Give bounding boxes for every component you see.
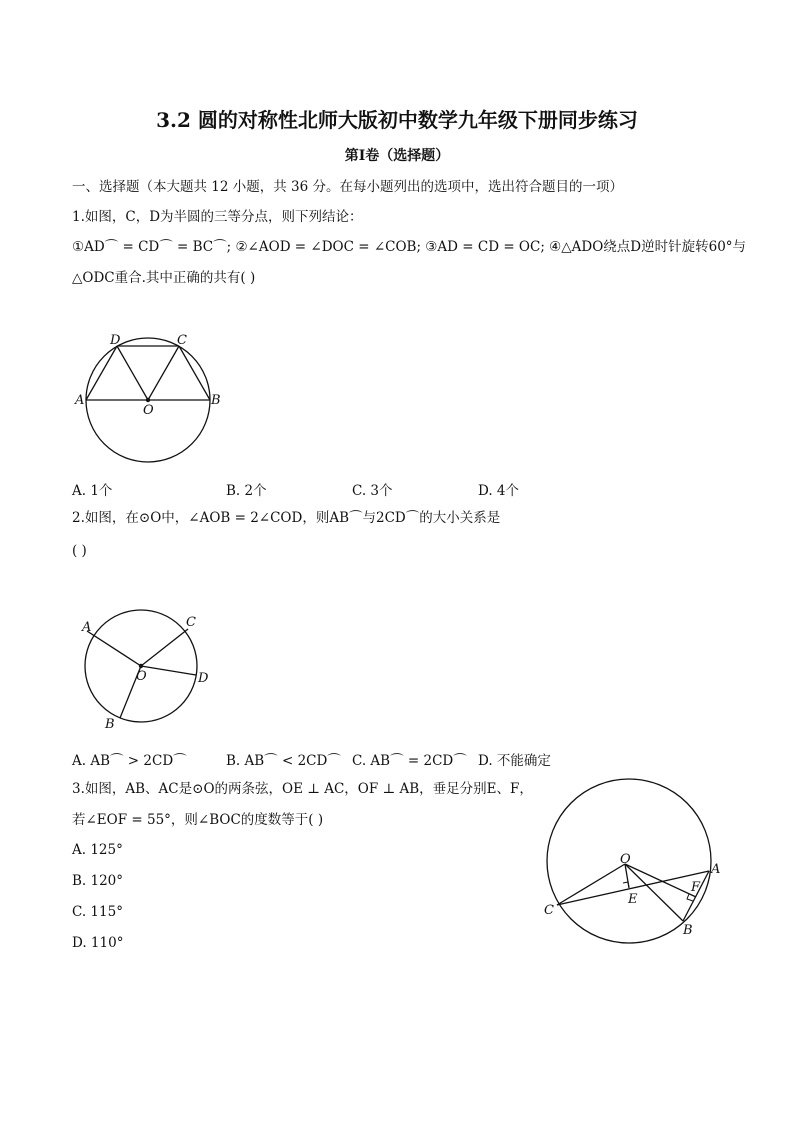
q1-label-a: A (75, 393, 85, 408)
q3-figure (540, 775, 730, 955)
q1-radius-oc (148, 346, 179, 400)
q1-option-d: D. 4个 (478, 483, 520, 499)
q3-option-a: A. 125° (72, 842, 123, 858)
q2-radius-oc (141, 629, 188, 666)
q1-option-c: C. 3个 (352, 483, 393, 499)
q2-label-d: D (198, 671, 209, 686)
q1-figure (70, 330, 230, 465)
section-heading: 一、选择题（本大题共 12 小题，共 36 分。在每小题列出的选项中，选出符合题目的一项） (72, 179, 624, 195)
q1-stem-line2: ①AD⌒ = CD⌒ = BC⌒; ②∠AOD = ∠DOC = ∠COB; ③AD = CD = OC; ④△ADO绕点D逆时针旋转60°与 (72, 239, 747, 255)
q3-segment-oc (557, 864, 625, 905)
q2-center-dot (139, 664, 143, 668)
q1-label-c: C (177, 333, 187, 348)
q3-label-o: O (620, 852, 631, 867)
q3-label-a: A (711, 862, 721, 877)
q2-option-d: D. 不能确定 (478, 753, 551, 769)
q2-label-a: A (82, 620, 92, 635)
q1-option-a: A. 1个 (72, 483, 113, 499)
q1-label-o: O (143, 403, 154, 418)
q2-option-a: A. AB⌒ > 2CD⌒ (72, 753, 187, 769)
q1-stem-line1: 1.如图，C，D为半圆的三等分点，则下列结论： (72, 209, 363, 225)
q2-radius-oa (87, 631, 141, 666)
q3-label-c: C (544, 903, 554, 918)
q2-radius-od (141, 666, 196, 675)
q3-label-f: F (691, 880, 701, 895)
q3-option-b: B. 120° (72, 873, 124, 889)
q1-center-dot (146, 398, 150, 402)
q2-option-c: C. AB⌒ = 2CD⌒ (352, 753, 467, 769)
q3-label-e: E (628, 892, 638, 907)
q1-chord-ad (86, 346, 117, 400)
page-subtitle: 第I卷（选择题） (344, 148, 450, 164)
q3-option-d: D. 110° (72, 935, 124, 951)
page-title: 3.2 圆的对称性北师大版初中数学九年级下册同步练习 (156, 108, 638, 132)
q3-stem-line2: 若∠EOF = 55°，则∠BOC的度数等于( ) (72, 812, 324, 828)
q3-chord-ab (683, 871, 709, 921)
q1-label-b: B (211, 393, 221, 408)
q3-option-c: C. 115° (72, 904, 123, 920)
q2-figure (72, 598, 222, 738)
q1-chord-cb (179, 346, 210, 400)
q3-stem-line1: 3.如图，AB、AC是⊙O的两条弦，OE ⊥ AC，OF ⊥ AB，垂足分别E、F， (72, 781, 533, 797)
q1-radius-od (117, 346, 148, 400)
q2-label-b: B (105, 717, 115, 732)
q2-label-c: C (186, 615, 196, 630)
q2-option-b: B. AB⌒ < 2CD⌒ (226, 753, 341, 769)
q2-label-o: O (136, 669, 147, 684)
q2-stem-line1: 2.如图，在⊙O中，∠AOB = 2∠COD，则AB⌒与2CD⌒的大小关系是 (72, 510, 501, 526)
q1-option-b: B. 2个 (226, 483, 267, 499)
q1-label-d: D (110, 333, 121, 348)
q3-label-b: B (683, 923, 693, 938)
q2-stem-line2: ( ) (72, 543, 87, 559)
q1-stem-line3: △ODC重合.其中正确的共有( ) (72, 270, 256, 286)
